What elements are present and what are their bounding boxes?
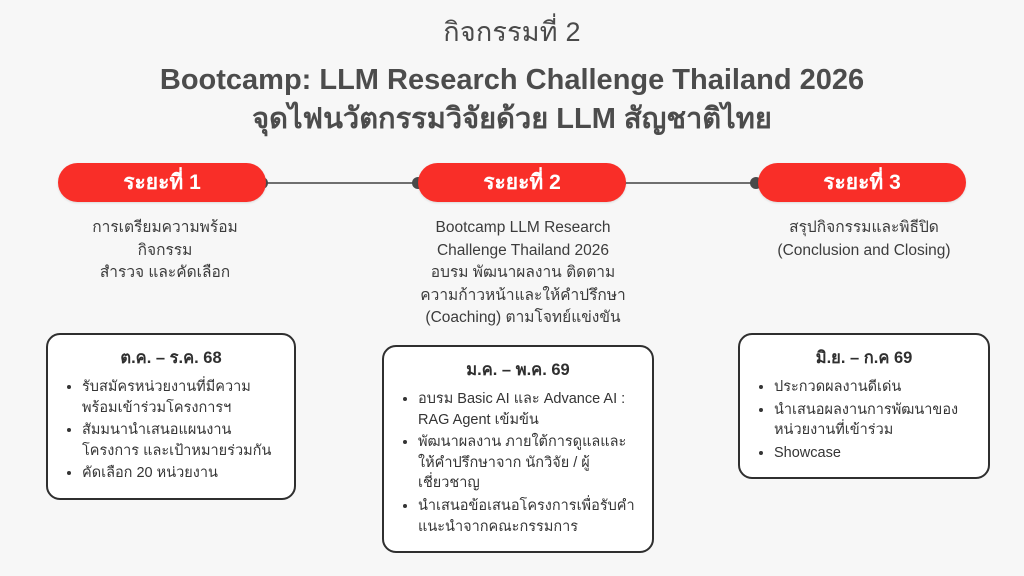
stage-2-desc-line-5: (Coaching) ตามโจทย์แข่งขัน — [425, 309, 621, 326]
stage-2-desc-line-2: Challenge Thailand 2026 — [436, 241, 610, 259]
connector-line-1 — [262, 182, 418, 184]
stage-2-desc-line-4: ความก้าวหน้าและให้คำปรึกษา — [420, 286, 626, 304]
list-item: • พัฒนาผลงาน ภายใต้การดูแลและให้คำปรึกษาจาก นักวิจัย / ผู้เชี่ยวชาญ — [418, 432, 638, 494]
detail-card-3-list — [754, 377, 974, 463]
stage-descriptions — [0, 217, 1024, 327]
stage-3-desc-line-1: สรุปกิจกรรมและพิธีปิด — [789, 219, 939, 237]
stage-pill-2: ระยะที่ 2 — [418, 163, 626, 202]
list-item: • ประกวดผลงานดีเด่น — [774, 377, 974, 398]
list-item: • รับสมัครหน่วยงานที่มีความพร้อมเข้าร่วมโครงการฯ — [82, 377, 280, 418]
page-title: Bootcamp: LLM Research Challenge Thailand 2026 — [159, 63, 865, 96]
detail-card-2-title: ม.ค. – พ.ค. 69 — [466, 361, 570, 380]
list-item: • นำเสนอข้อเสนอโครงการเพื่อรับคำแนะนำจากคณะกรรมการ — [418, 496, 638, 537]
stage-description-1 — [40, 217, 290, 284]
page-header — [0, 0, 1024, 139]
list-item: • นำเสนอผลงานการพัฒนาของหน่วยงานที่เข้าร่วม — [774, 400, 974, 441]
detail-card-1 — [46, 333, 296, 500]
page-subtitle: จุดไฟนวัตกรรมวิจัยด้วย LLM สัญชาติไทย — [252, 103, 772, 136]
list-item: • Showcase — [774, 443, 974, 464]
detail-card-3-title: มิ.ย. – ก.ค 69 — [815, 349, 913, 368]
stage-2-desc-line-1: Bootcamp LLM Research — [435, 219, 611, 237]
stage-1-desc-line-3: สำรวจ และคัดเลือก — [99, 264, 231, 282]
list-item: • สัมมนานำเสนอแผนงานโครงการ และเป้าหมายร่วมกัน — [82, 420, 280, 461]
connector-line-2 — [620, 182, 756, 184]
stage-description-2 — [392, 217, 654, 329]
detail-card-2 — [382, 345, 654, 553]
stage-2-desc-line-3: อบรม พัฒนาผลงาน ติดตาม — [430, 264, 616, 282]
detail-card-1-title: ต.ค. – ร.ค. 68 — [120, 349, 222, 368]
stage-pill-3: ระยะที่ 3 — [758, 163, 966, 202]
stage-pill-1: ระยะที่ 1 — [58, 163, 266, 202]
eyebrow-text: กิจกรรมที่ 2 — [443, 17, 581, 47]
list-item: • คัดเลือก 20 หน่วยงาน — [82, 463, 280, 484]
stage-description-3 — [742, 217, 986, 262]
stage-1-desc-line-2: กิจกรรม — [137, 241, 193, 259]
detail-card-2-list — [398, 389, 638, 537]
detail-card-1-list — [62, 377, 280, 484]
detail-card-3 — [738, 333, 990, 479]
list-item: • อบรม Basic AI และ Advance AI : RAG Agent เข้มข้น — [418, 389, 638, 430]
stage-1-desc-line-1: การเตรียมความพร้อม — [92, 219, 238, 237]
stage-3-desc-line-2: (Conclusion and Closing) — [777, 241, 951, 259]
timeline — [0, 163, 1024, 203]
